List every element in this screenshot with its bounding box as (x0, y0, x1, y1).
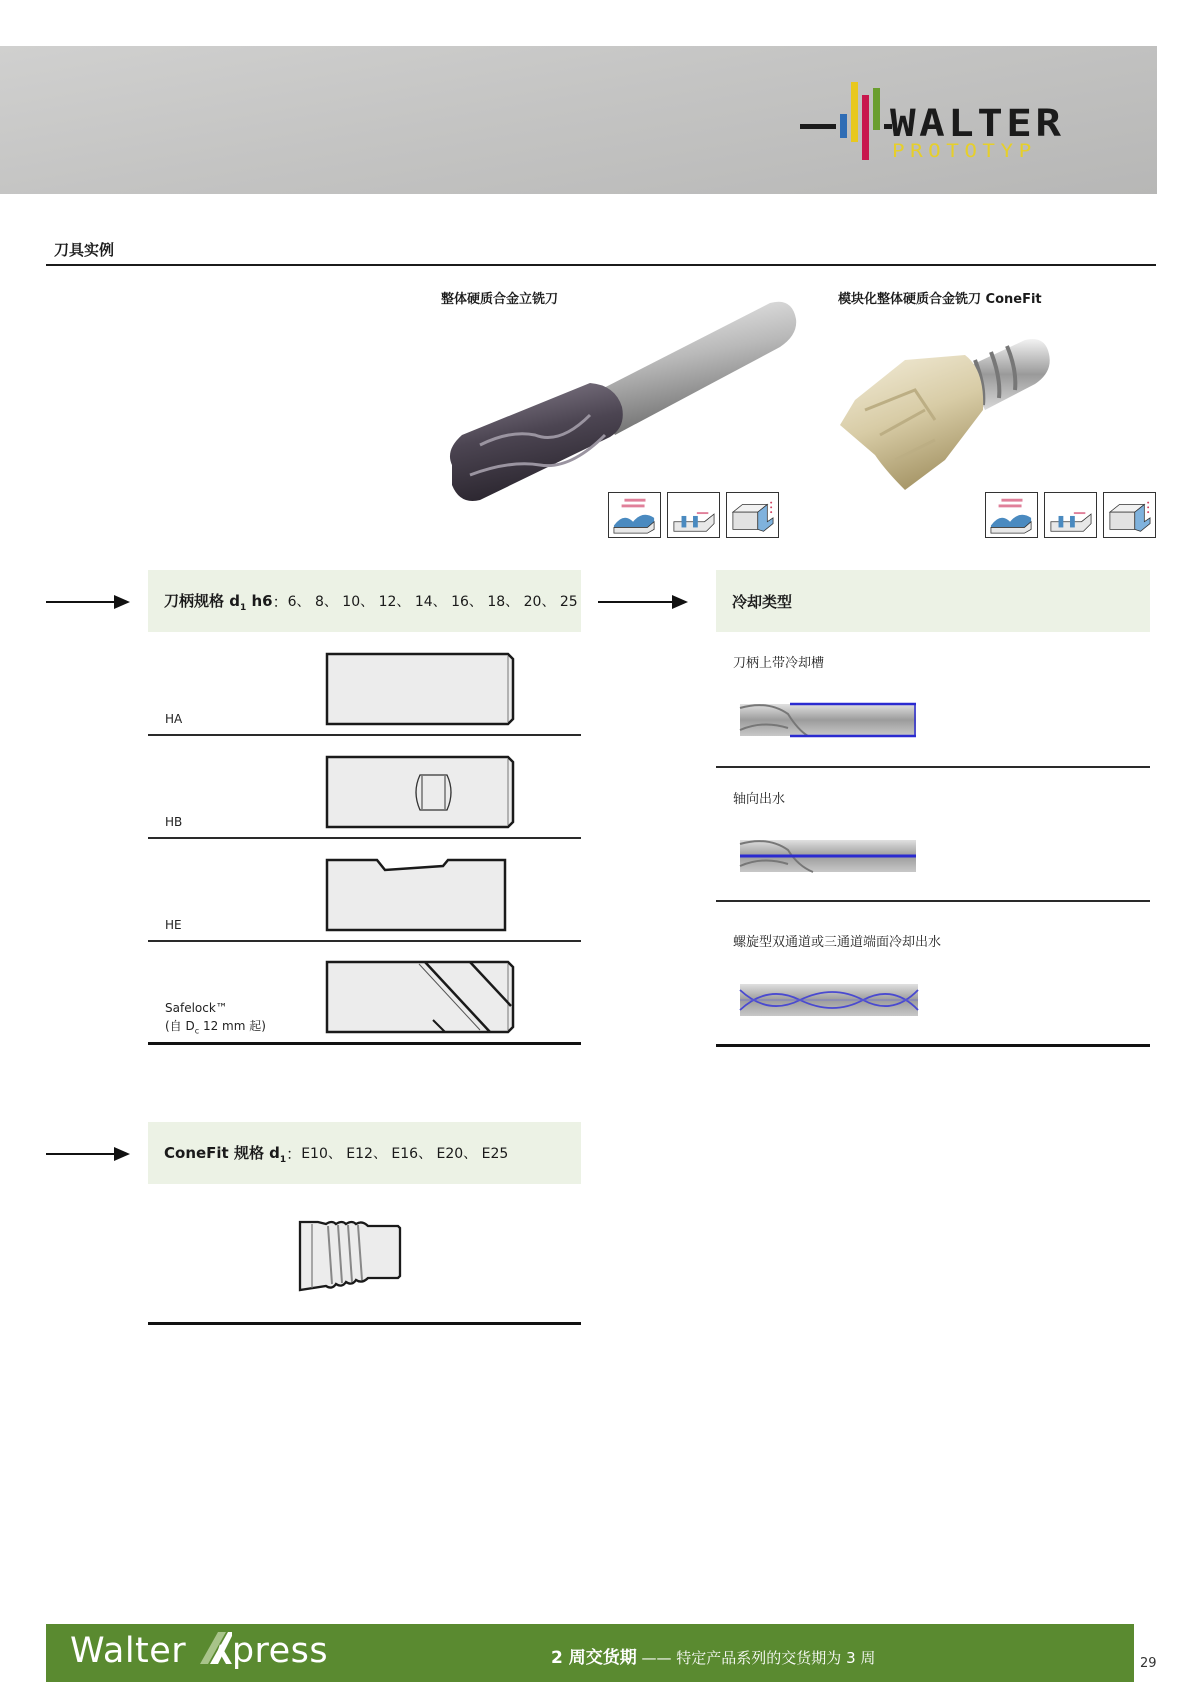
shank-safelock-drawing (325, 960, 515, 1034)
xpress-x-icon (198, 1630, 232, 1666)
profiling-icon (608, 492, 661, 538)
logo-prototyp-text: PROTOTYP (892, 140, 1037, 162)
arrow-right-icon (46, 1153, 126, 1155)
product-title-conefit: 模块化整体硬质合金铣刀 ConeFit (838, 292, 1042, 307)
slotting-icon (667, 492, 720, 538)
footer-bar (46, 1624, 1134, 1682)
conefit-thread-drawing (298, 1220, 404, 1292)
logo-walter-text: WALTER (890, 102, 1065, 145)
row-divider (716, 900, 1150, 902)
section-divider (46, 264, 1156, 266)
shank-ha-drawing (325, 652, 515, 726)
walter-xpress-logo: Walter press (70, 1631, 329, 1671)
arrow-right-icon (598, 601, 684, 603)
profiling-icon (985, 492, 1038, 538)
row-divider (148, 940, 581, 942)
row-divider (716, 1044, 1150, 1047)
conefit-spec-values: E10、 E12、 E16、 E20、 E25 (301, 1146, 509, 1162)
coolant-label-axial: 轴向出水 (733, 792, 786, 807)
shoulder-milling-icon (726, 492, 779, 538)
row-divider (148, 837, 581, 839)
conefit-spec-box: ConeFit 规格 $d_1$ ： E10、 E12、 E16、 E20、 E25 (148, 1122, 581, 1184)
arrow-right-icon (46, 601, 126, 603)
coolant-type-title: 冷却类型 (732, 592, 793, 611)
slotting-icon (1044, 492, 1097, 538)
shank-label-hb: HB (165, 815, 183, 829)
coolant-label-spiral: 螺旋型双通道或三通道端面冷却出水 (733, 935, 942, 950)
coolant-label-groove: 刀柄上带冷却槽 (733, 656, 825, 671)
shank-label-safelock: Safelock™ (自 $D_c$ 12 mm 起) (165, 1001, 266, 1036)
shank-he-drawing (325, 858, 510, 932)
shank-hb-drawing (325, 755, 515, 829)
shank-label-he: HE (165, 918, 182, 932)
coolant-spiral-drawing (738, 980, 920, 1020)
operation-icons-conefit (985, 492, 1156, 538)
coolant-groove-drawing (738, 700, 918, 740)
page-number: 29 (1140, 1656, 1157, 1671)
coolant-axial-drawing (738, 836, 918, 876)
conefit-head-image (835, 330, 1065, 500)
shank-spec-label: 刀柄规格 $d_1$ h6 (164, 591, 273, 613)
operation-icons-end-mill (608, 492, 779, 538)
conefit-spec-label: ConeFit 规格 $d_1$ (164, 1143, 287, 1165)
shoulder-milling-icon (1103, 492, 1156, 538)
product-title-end-mill: 整体硬质合金立铣刀 (441, 292, 559, 307)
shank-spec-box: 刀柄规格 $d_1$ h6 ： 6、 8、 10、 12、 14、 16、 18、 20、 25 (148, 570, 581, 632)
row-divider (716, 766, 1150, 768)
shank-spec-values: 6、 8、 10、 12、 14、 16、 18、 20、 25 (287, 594, 578, 610)
section-title: 刀具实例 (54, 241, 115, 259)
row-divider (148, 1322, 581, 1325)
shank-label-ha: HA (165, 712, 183, 726)
row-divider (148, 734, 581, 736)
coolant-type-box (716, 570, 1150, 632)
logo-bars-icon (800, 78, 895, 168)
solid-carbide-end-mill-image (440, 295, 800, 505)
walter-prototyp-logo (800, 78, 1130, 168)
row-divider (148, 1042, 581, 1045)
delivery-note: 2 周交货期 —— 特定产品系列的交货期为 3 周 (551, 1648, 876, 1668)
